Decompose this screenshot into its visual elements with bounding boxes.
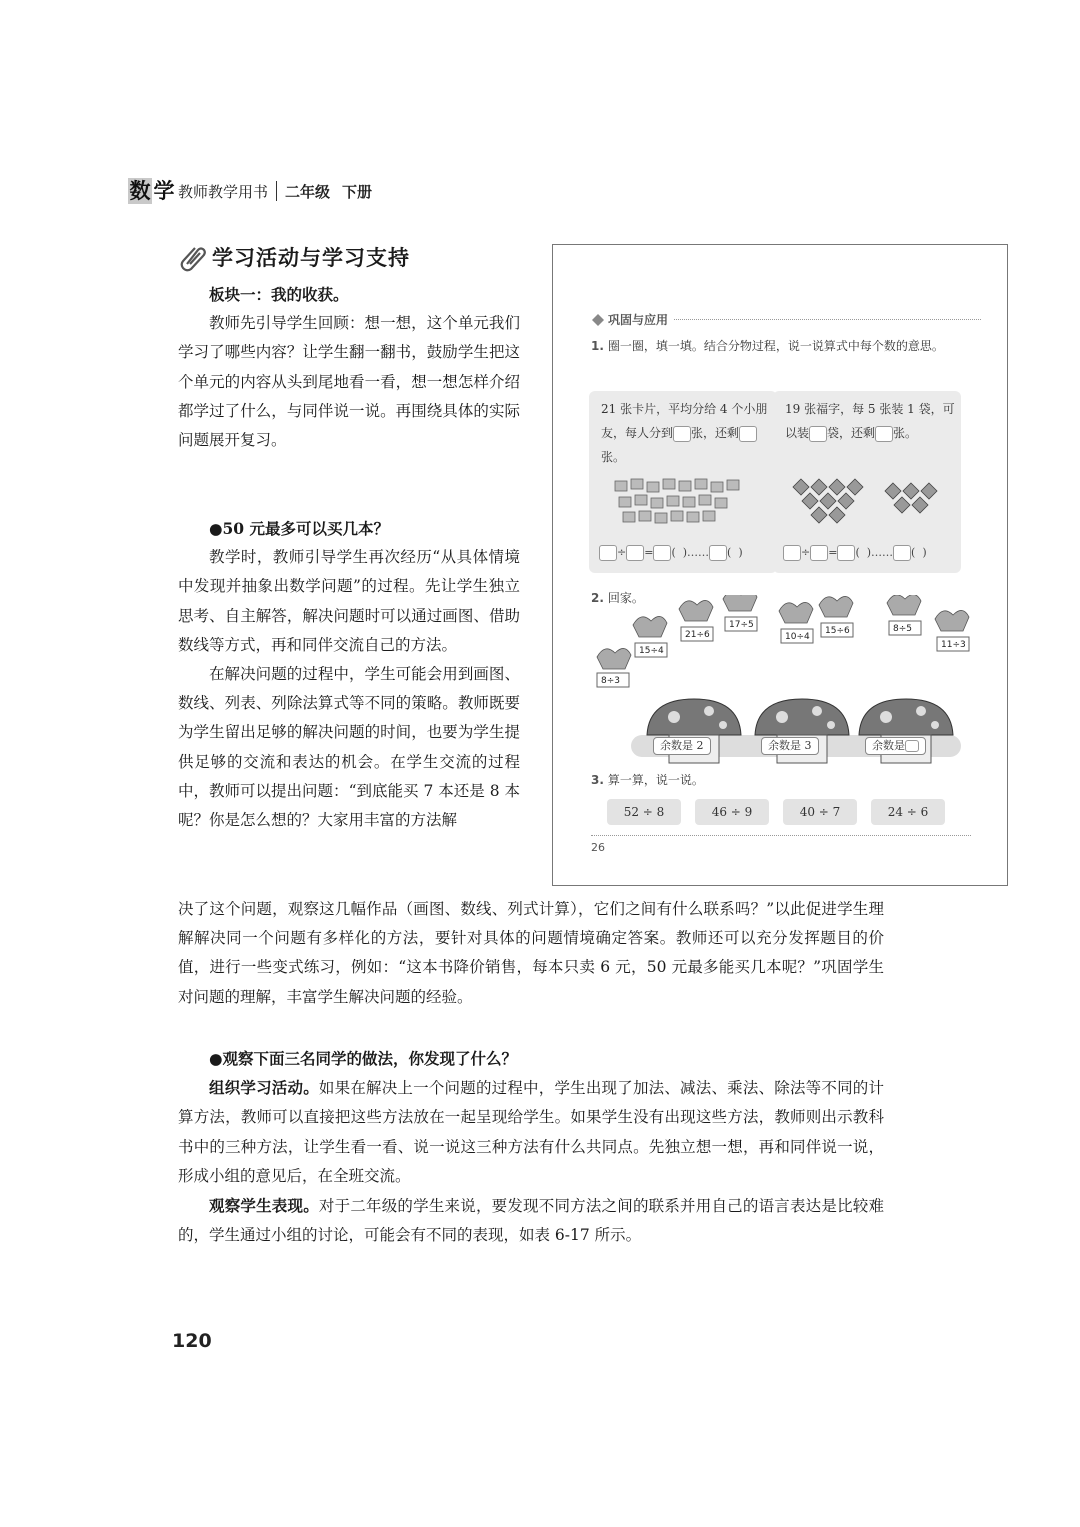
brand-char-1: 数	[129, 179, 151, 203]
eq-symbol: (	[911, 546, 916, 559]
brand-char-2: 学	[153, 179, 175, 203]
wide-text-1	[178, 895, 884, 1012]
answer-box[interactable]	[905, 740, 919, 752]
inset-q1-num: 1.	[591, 339, 604, 353]
card2-text-c: 张。	[893, 426, 918, 440]
block1-heading: 板块一：我的收获。	[209, 285, 349, 304]
answer-box[interactable]	[875, 426, 893, 442]
block1-paragraph: 教师先引导学生回顾：想一想，这个单元我们学习了哪些内容？让学生翻一翻书，鼓励学生把这个单元的内容从头到尾地看一看，想一想怎样介绍都学过了什么，与同伴说一说。再围绕具体的实际问题展开复习。	[178, 314, 520, 450]
eq-symbol: =	[828, 546, 838, 559]
section-title	[178, 242, 410, 272]
bird-card: 11÷3	[941, 640, 966, 650]
eq-symbol: )	[738, 546, 743, 559]
inset-label: 巩固与应用	[608, 313, 669, 327]
header-divider	[276, 181, 277, 201]
q1-paragraph-2-continued: 决了这个问题，观察这几幅作品（画图、数线、列式计算），它们之间有什么联系吗？”以此促进学生理解解决同一个问题有多样化的方法，要针对具体的问题情境确定答案。教师还可以充分发挥题目的价值，进行一些变式练习，例如：“这本书降价销售，每本只卖 6 元，50 元最多能买几本呢？”巩固学生对问题的理解，丰富学生解决问题的经验。	[178, 900, 884, 1006]
fu-characters-illustration	[789, 477, 949, 529]
inset-footer-rule	[591, 835, 971, 836]
answer-box[interactable]	[893, 545, 911, 561]
inset-q1-text: 圈一圈，填一填。结合分物过程，说一说算式中每个数的意思。	[607, 339, 944, 353]
q1-paragraph-1: 教学时，教师引导学生再次经历“从具体情境中发现并抽象出数学问题”的过程。先让学生独立思考、自主解答，解决问题时可以通过画图、借助数线等方式，再和同伴交流自己的方法。	[178, 548, 520, 654]
mushroom-house-icon	[851, 695, 961, 767]
bird-card: 15÷6	[825, 626, 850, 636]
mushroom-label-3	[865, 737, 926, 755]
left-column-q1	[178, 514, 520, 835]
card1-text-b: 张，还剩	[691, 426, 740, 440]
card1-equation	[599, 545, 743, 561]
paperclip-icon	[178, 242, 208, 272]
grade: 二年级	[285, 182, 331, 201]
left-column	[178, 280, 520, 455]
card1-text-a: 21 张卡片，平均分给 4 个小朋友，每人分到	[601, 402, 768, 440]
q2-p2-body: 对于二年级的学生来说，要发现不同方法之间的联系并用自己的语言表达是比较难的，学生通过小组的讨论，可能会有不同的表现，如表 6-17 所示。	[178, 1197, 884, 1245]
answer-box[interactable]	[837, 545, 855, 561]
section-title-text: 学习活动与学习支持	[212, 245, 410, 270]
answer-box[interactable]	[653, 545, 671, 561]
inset-card-1	[589, 391, 777, 573]
book-title: 教师教学用书	[178, 182, 269, 201]
mushroom-house-icon	[747, 695, 857, 767]
card1-text-c: 张。	[601, 450, 626, 464]
eq-symbol: (	[671, 546, 676, 559]
inset-q1	[591, 335, 983, 357]
q2-p1-lead: 组织学习活动。	[209, 1078, 319, 1098]
eq-symbol: ÷	[801, 546, 811, 559]
volume: 下册	[342, 182, 373, 201]
eq-symbol: ÷	[617, 546, 627, 559]
calc-card-1: 52 ÷ 8	[607, 799, 681, 825]
page-number: 120	[172, 1330, 212, 1352]
mushroom-label-3-text: 余数是	[872, 739, 905, 752]
card2-text-b: 袋，还剩	[827, 426, 876, 440]
calc-card-4: 24 ÷ 6	[871, 799, 945, 825]
eq-symbol: )……	[682, 546, 710, 559]
eq-symbol: =	[644, 546, 654, 559]
answer-box[interactable]	[810, 545, 828, 561]
inset-card-2	[773, 391, 961, 573]
diamond-icon	[591, 313, 605, 327]
bird-card: 17÷5	[729, 620, 754, 630]
card2-text-a: 19 张福字，每 5 张装 1 袋，可以装	[785, 402, 955, 440]
q2-p1-body: 如果在解决上一个问题的过程中，学生出现了加法、减法、乘法、除法等不同的计算方法，教师可以直接把这些方法放在一起呈现给学生。如果学生没有出现这些方法，教师则出示教科书中的三种方法，让学生看一看、说一说这三种方法有什么共同点。先独立想一想，再和同伴说一说，形成小组的意见后，在全班交流。	[178, 1079, 884, 1185]
inset-q2-num: 2.	[591, 591, 604, 605]
answer-box[interactable]	[599, 545, 617, 561]
inset-header	[591, 311, 981, 328]
card2-equation	[783, 545, 927, 561]
q2-p2-lead: 观察学生表现。	[209, 1196, 319, 1216]
q2-paragraph-1	[178, 1073, 884, 1191]
inset-page-number: 26	[591, 841, 605, 854]
eq-symbol: )	[922, 546, 927, 559]
textbook-inset	[552, 244, 1008, 886]
eq-symbol: (	[855, 546, 860, 559]
answer-box[interactable]	[739, 426, 757, 442]
card1-text	[601, 397, 771, 469]
q2-heading: ●观察下面三名同学的做法，你发现了什么？	[209, 1049, 518, 1068]
inset-q3-text: 算一算，说一说。	[607, 773, 704, 787]
page-header	[128, 176, 372, 206]
answer-box[interactable]	[783, 545, 801, 561]
inset-header-rule	[674, 319, 981, 320]
inset-q2-text: 回家。	[607, 591, 644, 605]
inset-q3-num: 3.	[591, 773, 604, 787]
cards-illustration	[613, 477, 763, 525]
card2-text	[785, 397, 955, 445]
q1-paragraph-2: 在解决问题的过程中，学生可能会用到画图、数线、列表、列除法算式等不同的策略。教师既要为学生留出足够的解决问题的时间，也要为学生提供足够的交流和表达的机会。在学生交流的过程中，教师可以提出问题：“到底能买 7 本还是 8 本呢？你是怎么想的？大家用丰富的方法解	[178, 665, 520, 830]
calc-card-3: 40 ÷ 7	[783, 799, 857, 825]
wide-text-2	[178, 1044, 884, 1250]
bird-card: 21÷6	[685, 630, 710, 640]
answer-box[interactable]	[626, 545, 644, 561]
bird-card: 8÷3	[601, 676, 620, 686]
eq-symbol: (	[727, 546, 732, 559]
mushroom-house-icon	[639, 695, 749, 767]
mushroom-label-2: 余数是 3	[761, 737, 819, 755]
bird-card: 10÷4	[785, 632, 810, 642]
brand-logo	[128, 178, 176, 204]
grade-info	[285, 181, 372, 202]
birds-illustration	[583, 595, 993, 705]
answer-box[interactable]	[709, 545, 727, 561]
q1-heading: ●50 元最多可以买几本？	[209, 519, 389, 538]
eq-symbol: )……	[866, 546, 894, 559]
answer-box[interactable]	[673, 426, 691, 442]
mushroom-label-1: 余数是 2	[653, 737, 711, 755]
answer-box[interactable]	[809, 426, 827, 442]
calc-card-2: 46 ÷ 9	[695, 799, 769, 825]
q2-paragraph-2	[178, 1191, 884, 1250]
bird-card: 8÷5	[893, 624, 912, 634]
inset-q3	[591, 769, 704, 791]
bird-card: 15÷4	[639, 646, 664, 656]
